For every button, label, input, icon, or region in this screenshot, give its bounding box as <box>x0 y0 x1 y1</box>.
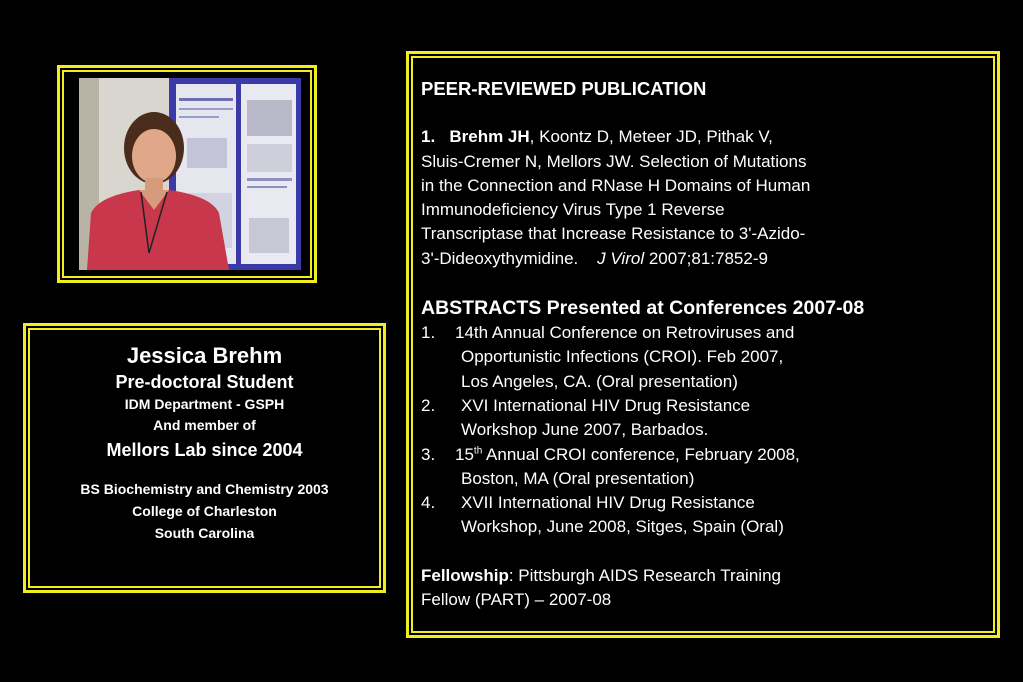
abstract-number: 1. <box>421 323 436 343</box>
ordinal-number: 15 <box>455 444 474 464</box>
citation-details: 2007;81:7852-9 <box>648 248 768 268</box>
person-name: Jessica Brehm <box>126 343 283 368</box>
state: South Carolina <box>154 525 255 541</box>
publication-line: in the Connection and RNase H Domains of Human <box>421 175 811 195</box>
college: College of Charleston <box>132 503 277 519</box>
abstract-line: Workshop, June 2008, Sitges, Spain (Oral) <box>461 517 784 537</box>
bio-block <box>29 342 380 544</box>
abstract-number: 3. <box>421 444 436 464</box>
abstract-number: 4. <box>421 493 436 513</box>
abstract-item <box>421 443 989 492</box>
ordinal-suffix: th <box>473 444 483 456</box>
publications-frame <box>406 51 1000 638</box>
fellowship-text-2: Fellow (PART) – 2007-08 <box>421 590 612 610</box>
bio-frame <box>23 323 386 593</box>
publication-line: Transcriptase that Increase Resistance to 3'-Azido- <box>421 224 806 244</box>
abstract-item <box>421 491 989 540</box>
abstract-line: XVII International HIV Drug Resistance <box>461 493 755 513</box>
fellowship-label: Fellowship <box>421 565 509 585</box>
portrait-image <box>79 78 301 270</box>
abstract-line <box>455 443 989 467</box>
publication-heading: PEER-REVIEWED PUBLICATION <box>421 78 707 99</box>
degree: BS Biochemistry and Chemistry 2003 <box>80 481 329 497</box>
abstract-line-rest: Annual CROI conference, February 2008, <box>482 444 800 464</box>
journal-name: J Virol <box>597 248 645 268</box>
authors-rest: , Koontz D, Meteer JD, Pithak V, <box>529 127 773 147</box>
department: IDM Department - GSPH <box>124 396 285 412</box>
abstract-line: Boston, MA (Oral presentation) <box>461 468 695 488</box>
publication-line: Sluis-Cremer N, Mellors JW. Selection of Mutations <box>421 151 807 171</box>
member-of: And member of <box>153 417 256 433</box>
abstract-line: Opportunistic Infections (CROI). Feb 2007, <box>461 347 784 367</box>
abstract-line: Los Angeles, CA. (Oral presentation) <box>461 371 738 391</box>
person-role: Pre-doctoral Student <box>115 372 294 392</box>
fellowship-text: : Pittsburgh AIDS Research Training <box>508 565 781 585</box>
publication-line: 3'-Dideoxythymidine. <box>421 248 579 268</box>
lab-membership: Mellors Lab since 2004 <box>106 440 303 460</box>
abstract-item <box>421 321 989 394</box>
publication-authors <box>421 125 989 149</box>
publication-line: Immunodeficiency Virus Type 1 Reverse <box>421 200 725 220</box>
publication-citation <box>421 247 989 271</box>
abstracts-heading: ABSTRACTS Presented at Conferences 2007-08 <box>421 297 865 320</box>
abstract-line: 14th Annual Conference on Retroviruses and <box>455 323 795 343</box>
abstract-number: 2. <box>421 395 436 415</box>
portrait-photo <box>79 78 301 270</box>
fellowship <box>421 564 989 588</box>
lead-author: Brehm JH <box>449 127 530 147</box>
publications-text <box>421 77 989 612</box>
photo-frame <box>57 65 317 283</box>
abstract-line: XVI International HIV Drug Resistance <box>461 395 751 415</box>
publication-number: 1. <box>421 127 436 147</box>
abstract-line: Workshop June 2007, Barbados. <box>461 420 709 440</box>
abstract-item <box>421 394 989 443</box>
